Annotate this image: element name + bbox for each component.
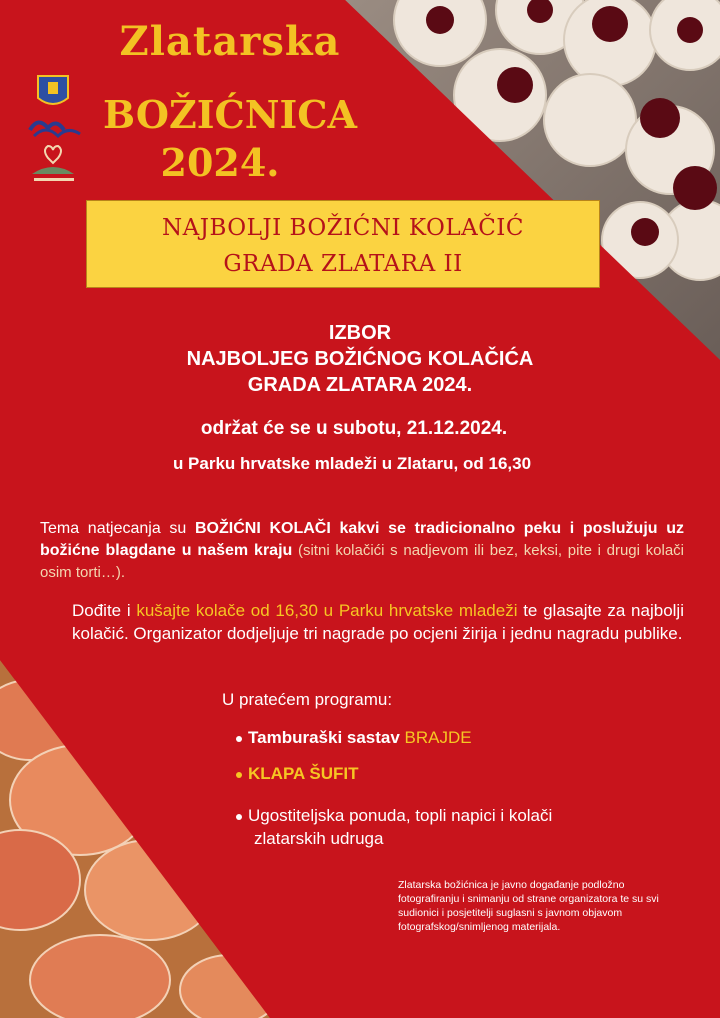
invitation-intro: Dođite i bbox=[72, 601, 137, 620]
announcement-line3: GRADA ZLATARA 2024. bbox=[247, 374, 473, 396]
program-item-3 bbox=[236, 804, 686, 850]
photo-consent-note: Zlatarska božićnica je javno događanje podložno fotografiranju i snimanju od strane organizatora te su svi sudionici i posjetitelji suglasni s javnom objavom fotografskog/snimljenog materijala. bbox=[398, 879, 659, 933]
poster-title-line1: Zlatarska bbox=[119, 18, 341, 65]
banner-line1: NAJBOLJI BOŽIĆNI KOLAČIĆ bbox=[162, 215, 524, 241]
program-heading: U pratećem programu: bbox=[222, 690, 393, 709]
description-note: (sitni kolačići s nadjevom ili bez, keksi, pite i drugi kolači osim torti…). bbox=[40, 542, 684, 581]
invitation-highlight: kušajte kolače od 16,30 u Parku hrvatske mladeži bbox=[136, 601, 518, 620]
bullet-icon bbox=[236, 772, 242, 778]
cookie-photo-bottom bbox=[0, 660, 270, 1018]
program-item-1-prefix: Tamburaški sastav bbox=[248, 728, 405, 747]
announcement-line1: IZBOR bbox=[328, 322, 392, 344]
town-logo bbox=[28, 70, 88, 190]
invitation-text bbox=[72, 599, 684, 645]
invitation-rest: te glasajte za najbolji kolačić. Organizator dodjeljuje tri nagrade po ocjeni žirija i jednu nagradu publike. bbox=[72, 601, 684, 643]
program-item-1-name: BRAJDE bbox=[404, 728, 472, 747]
program-item-1 bbox=[236, 728, 472, 748]
bullet-icon bbox=[236, 736, 242, 742]
program-item-3-line1: Ugostiteljska ponuda, topli napici i kolači bbox=[248, 806, 553, 825]
program-item-3-line2: zlatarskih udruga bbox=[254, 829, 384, 848]
program-item-2 bbox=[236, 764, 359, 784]
poster-title-line2: BOŽIĆNICA bbox=[103, 92, 357, 137]
contest-banner bbox=[86, 200, 600, 288]
event-location: u Parku hrvatske mladeži u Zlataru, od 16,30 bbox=[172, 454, 532, 473]
description-highlight: BOŽIĆNI KOLAČI kakvi se tradicionalno peku i poslužuju uz božićne blagdane u našem kraju bbox=[40, 520, 685, 559]
announcement-line2: NAJBOLJEG BOŽIĆNOG KOLAČIĆA bbox=[186, 348, 534, 370]
banner-line2: GRADA ZLATARA II bbox=[223, 251, 463, 277]
program-item-2-name: KLAPA ŠUFIT bbox=[248, 764, 359, 783]
contest-description bbox=[40, 518, 684, 584]
poster-title-year: 2024. bbox=[160, 140, 280, 185]
event-date: održat će se u subotu, 21.12.2024. bbox=[200, 418, 508, 439]
description-intro: Tema natjecanja su bbox=[40, 520, 195, 537]
bullet-icon bbox=[236, 814, 242, 820]
